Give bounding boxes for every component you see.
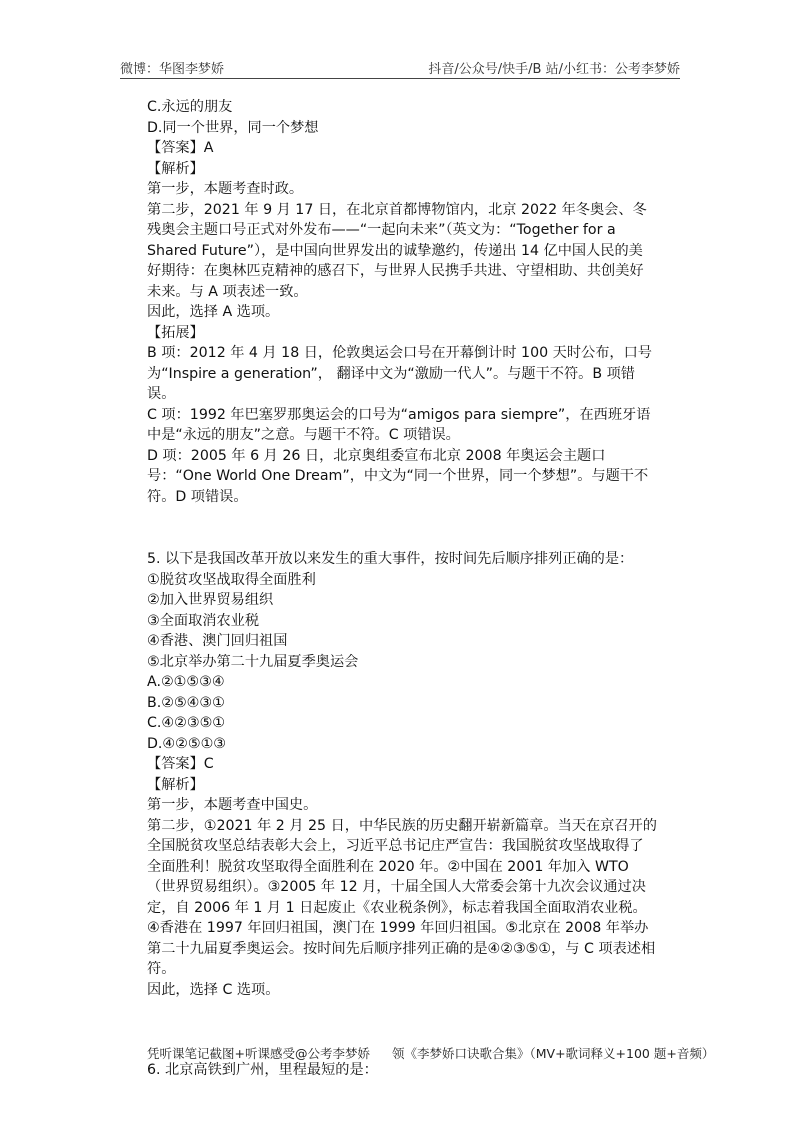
document-body <box>147 97 657 1081</box>
q5-option-c: C.④②③⑤① <box>147 715 226 731</box>
q4-answer: 【答案】A <box>147 140 214 156</box>
q4-ext-c: C 项：1992 年巴塞罗那奥运会的口号为“amigos para siempre”，在西班牙语中是“永远的朋友”之意。与题干不符。C 项错误。 <box>147 406 651 443</box>
q5-option-b: B.②⑤④③① <box>147 694 225 711</box>
q6-question: 6. 北京高铁到广州，里程最短的是： <box>147 1062 378 1078</box>
q4-step1: 第一步，本题考查时政。 <box>147 181 304 197</box>
page-header <box>120 56 680 79</box>
page-footer <box>147 1044 714 1062</box>
q4-step2: 第二步，2021 年 9 月 17 日，在北京首都博物馆内，北京 2022 年冬奥会、冬残奥会主题口号正式对外发布——“一起向未来”（英文为：“Together for a Shared Future”），是中国向世界发出的诚挚邀约，传递出 14 亿中国人民的美好期待：在奥林匹克精神的感召下，与世界人民携手共进、守望相助、共创美好未来。与 A 项表述一致。 <box>147 201 647 300</box>
header-social: 抖音/公众号/快手/B 站/小红书：公考李梦娇 <box>428 62 680 77</box>
q4-option-d: D.同一个世界，同一个梦想 <box>147 119 319 136</box>
q4-ext-b: B 项：2012 年 4 月 18 日，伦敦奥运会口号在开幕倒计时 100 天时公布，口号为“Inspire a generation”， 翻译中文为“激励一代人”。与题干不符。B 项错误。 <box>147 345 652 402</box>
header-weibo: 微博：华图李梦娇 <box>120 62 225 77</box>
q5-event: ②加入世界贸易组织 <box>147 592 274 608</box>
q5-event: ①脱贫攻坚战取得全面胜利 <box>147 571 316 588</box>
q5-option-a: A.②①⑤③④ <box>147 674 225 690</box>
q5-question: 5. 以下是我国改革开放以来发生的重大事件，按时间先后顺序排列正确的是： <box>147 551 634 567</box>
q4-conclusion: 因此，选择 A 选项。 <box>147 304 280 320</box>
q4-ext-d: D 项：2005 年 6 月 26 日，北京奥组委宣布北京 2008 年奥运会主题口号：“One World One Dream”，中文为“同一个世界，同一个梦想”。与题干不符。D 项错误。 <box>147 447 649 505</box>
spacer <box>147 507 657 549</box>
q4-analysis-label: 【解析】 <box>147 160 204 177</box>
q4-option-c: C.永远的朋友 <box>147 99 233 115</box>
q5-analysis-label: 【解析】 <box>147 776 204 793</box>
footer-left: 凭听课笔记截图+听课感受@公考李梦娇 <box>147 1046 370 1061</box>
q4-extension-label: 【拓展】 <box>147 324 204 341</box>
q5-conclusion: 因此，选择 C 选项。 <box>147 981 280 998</box>
q5-step2: 第二步，①2021 年 2 月 25 日，中华民族的历史翻开崭新篇章。当天在京召开的全国脱贫攻坚总结表彰大会上，习近平总书记庄严宣告：我国脱贫攻坚战取得了全面胜利！脱贫攻坚取得全面胜利在 2020 年。②中国在 2001 年加入 WTO（世界贸易组织）。③2005 年 12 月，十届全国人大常委会第十九次会议通过决定，自 2006 年 1 月 1 日起废止《农业税条例》，标志着我国全面取消农业税。④香港在 1997 年回归祖国，澳门在 1999 年回归祖国。⑤北京在 2008 年举办第二十九届夏季奥运会。按时间先后顺序排列正确的是④②③⑤①，与 C 项表述相符。 <box>147 817 657 977</box>
q5-event: ④香港、澳门回归祖国 <box>147 633 288 649</box>
q5-event: ⑤北京举办第二十九届夏季奥运会 <box>147 653 359 670</box>
footer-right: 领《李梦娇口诀歌合集》（MV+歌词释义+100 题+音频） <box>391 1046 715 1061</box>
q5-event: ③全面取消农业税 <box>147 612 260 629</box>
q5-step1: 第一步，本题考查中国史。 <box>147 797 318 813</box>
q5-option-d: D.④②⑤①③ <box>147 735 227 752</box>
q5-answer: 【答案】C <box>147 756 214 772</box>
